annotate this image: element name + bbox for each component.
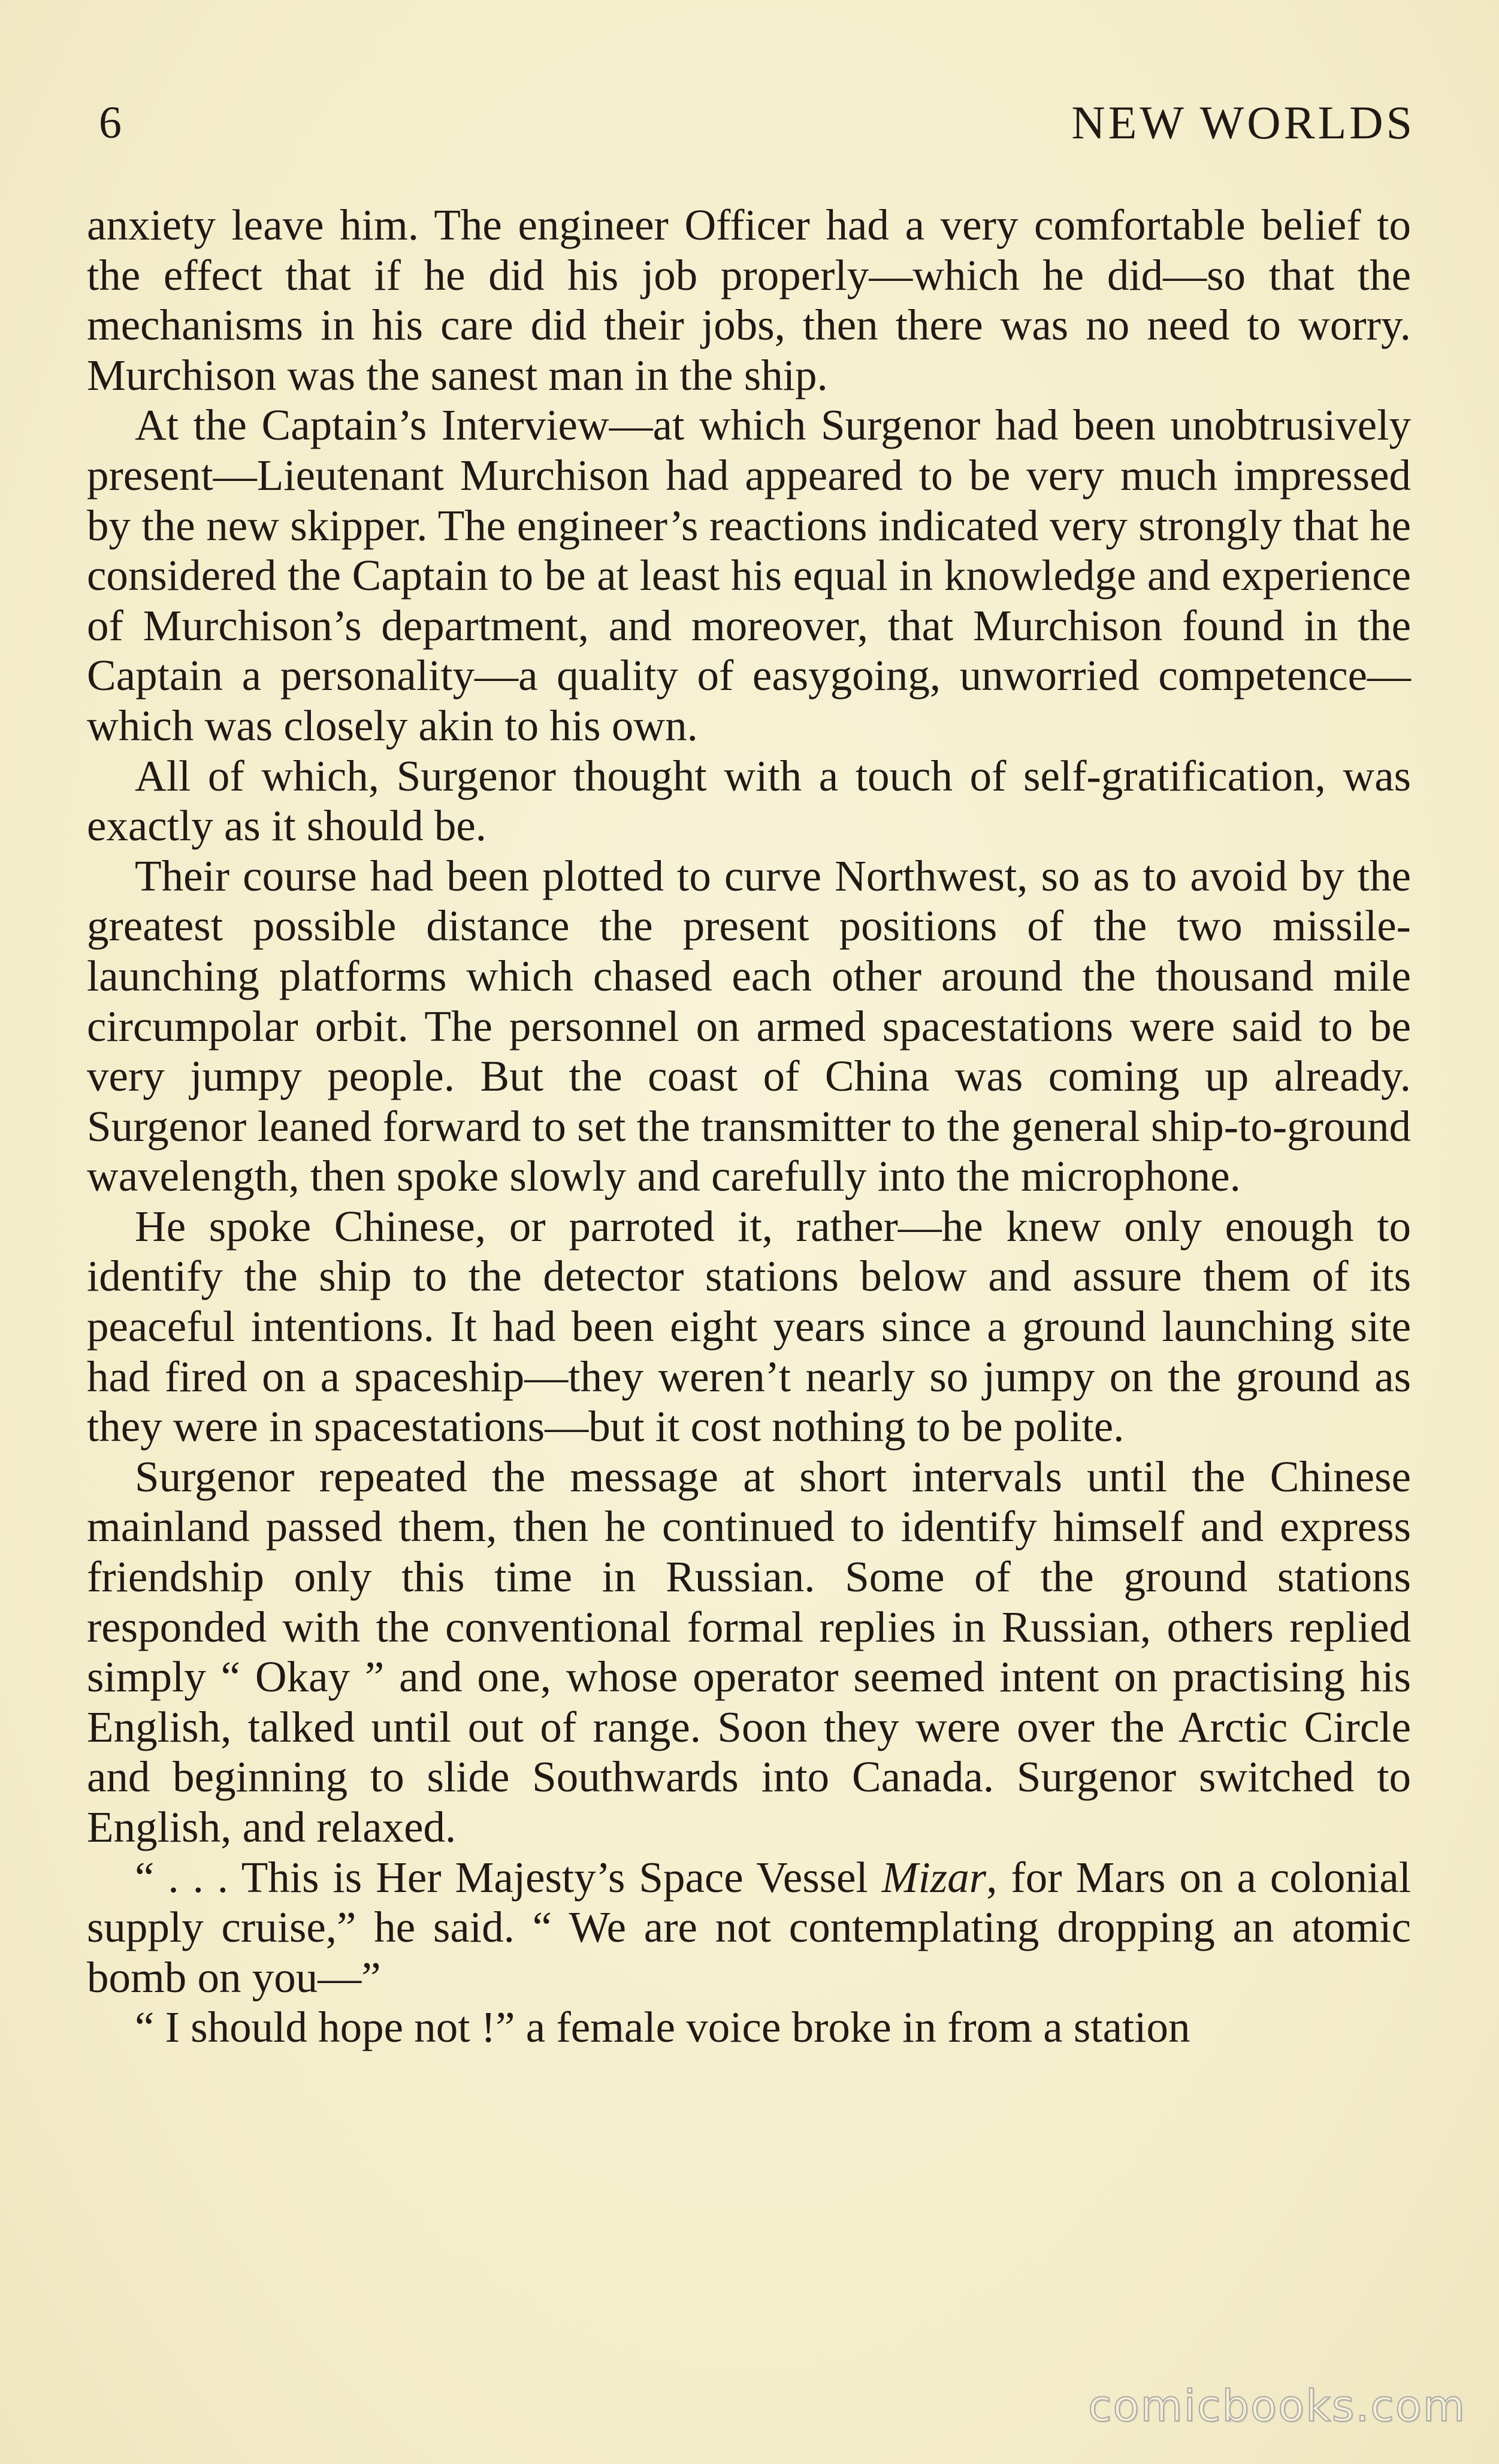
ship-name: Mizar <box>881 1852 987 1902</box>
paragraph-8: “ I should hope not !” a female voice broke in from a station <box>135 2003 1190 2052</box>
paragraph-7 <box>87 1852 1411 2003</box>
watermark: comicbooks.com <box>1087 2381 1466 2431</box>
page-number: 6 <box>99 98 122 148</box>
paragraph-2: At the Captain’s Interview—at which Surgenor had been unobtrusively present—Lieutenant Murchison had appeared to be very much impressed by the new skipper. The engineer’s reactions indicated very strongly that he considered the Captain to be at least his equal in knowledge and experience of Murchison’s department, and moreover, that Murchison found in the Captain a personality—a quality of easygoing, unworried competence—which was closely akin to his own. <box>87 401 1411 750</box>
paragraph-7-start: “ . . . This is Her Majesty’s Space Vessel <box>135 1852 882 1902</box>
paragraph-7-end: , for Mars on a colonial supply cruise,” he said. “ We are not contemplating dropping an atomic bomb on you—” <box>87 1852 1411 2002</box>
body-text <box>87 200 1411 2053</box>
page-header <box>99 90 1415 156</box>
paragraph-6: Surgenor repeated the message at short intervals until the Chinese mainland passed them, then he continued to identify himself and express friendship only this time in Russian. Some of the ground stations responded with the conventional formal replies in Russian, others replied simply “ Okay ” and one, whose operator seemed intent on practising his English, talked until out of range. Soon they were over the Arctic Circle and beginning to slide Southwards into Canada. Surgenor switched to English, and relaxed. <box>87 1452 1411 1851</box>
paragraph-5: He spoke Chinese, or parroted it, rather—he knew only enough to identify the ship to the detector stations below and assure them of its peaceful intentions. It had been eight years since a ground launching site had fired on a spaceship—they weren’t nearly so jumpy on the ground as they were in spacestations—but it cost nothing to be polite. <box>87 1201 1411 1451</box>
paragraph-1: anxiety leave him. The engineer Officer had a very comfortable belief to the effect that if he did his job properly—which he did—so that the mechanisms in his care did their jobs, then there was no need to worry. Murchison was the sanest man in the ship. <box>87 201 1411 399</box>
paragraph-4: Their course had been plotted to curve Northwest, so as to avoid by the greatest possible distance the present positions of the two missile-launching platforms which chased each other around the thousand mile circumpolar orbit. The personnel on armed spacestations were said to be very jumpy people. But the coast of China was coming up already. Surgenor leaned forward to set the transmitter to the general ship-to-ground wavelength, then spoke slowly and carefully into the microphone. <box>87 851 1411 1201</box>
paragraph-3: All of which, Surgenor thought with a touch of self-gratification, was exactly as it should be. <box>87 751 1411 850</box>
running-head: NEW WORLDS <box>1071 96 1415 149</box>
